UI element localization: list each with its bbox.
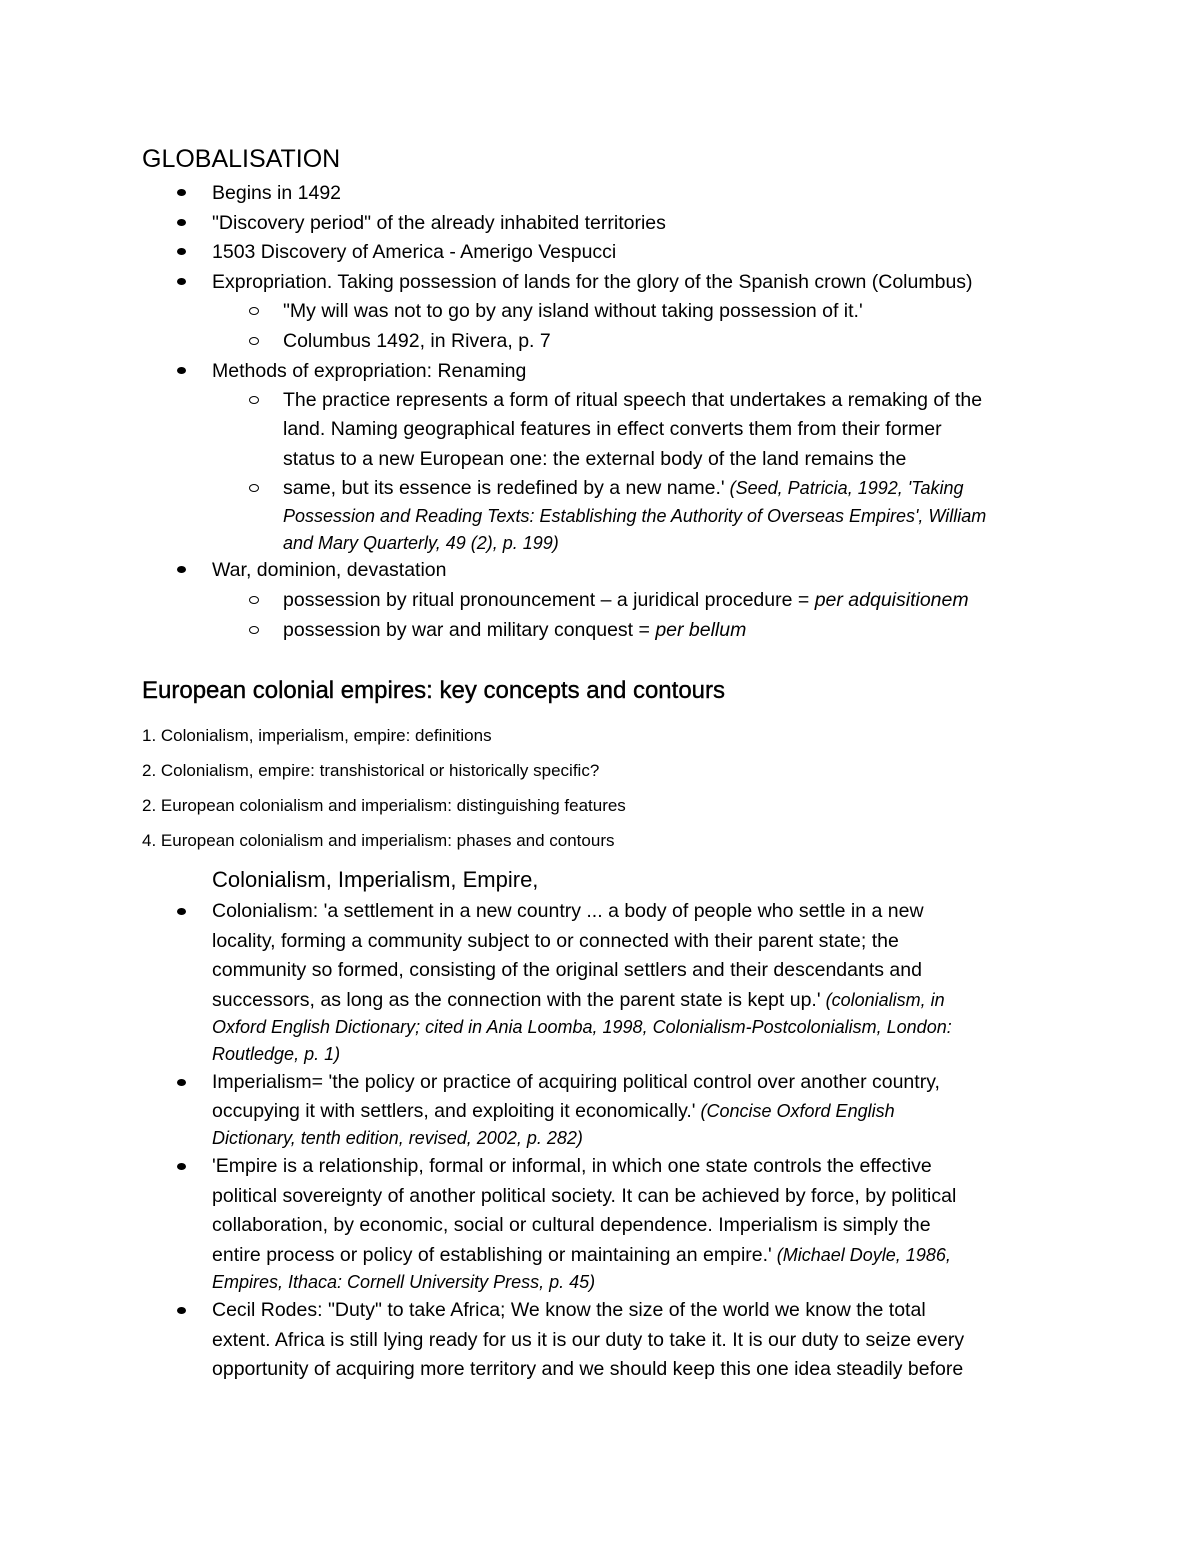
numbered-item: 2. European colonialism and imperialism: distinguishing features	[142, 796, 626, 815]
numbered-item: 2. Colonialism, empire: transhistorical or historically specific?	[142, 761, 600, 780]
citation: (Seed, Patricia, 1992, 'Taking	[724, 478, 964, 498]
sub-list-item: possession by ritual pronouncement – a juridical procedure = per adquisitionem	[283, 589, 969, 611]
bullet-icon	[177, 248, 186, 255]
numbered-item: 1. Colonialism, imperialism, empire: definitions	[142, 726, 492, 745]
sub-bullet-icon	[249, 484, 259, 492]
definition-line: locality, forming a community subject to or connected with their parent state; the	[212, 930, 899, 952]
bullet-icon	[177, 1307, 186, 1314]
definition-line: Imperialism= 'the policy or practice of acquiring political control over another country,	[212, 1071, 940, 1093]
definition-line: collaboration, by economic, social or cultural dependence. Imperialism is simply the	[212, 1214, 931, 1236]
sub-bullet-icon	[249, 307, 259, 315]
citation-line: Possession and Reading Texts: Establishing the Authority of Overseas Empires', William	[283, 506, 987, 526]
definition-line: Cecil Rodes: "Duty" to take Africa; We know the size of the world we know the total	[212, 1299, 926, 1321]
definition-line: entire process or policy of establishing or maintaining an empire.' (Michael Doyle, 1986,	[212, 1244, 951, 1266]
sub-bullet-icon	[249, 626, 259, 634]
definition-line: opportunity of acquiring more territory and we should keep this one idea steadily before	[212, 1358, 964, 1380]
sub-list-item-line: same, but its essence is redefined by a new name.' (Seed, Patricia, 1992, 'Taking	[283, 477, 964, 499]
sub-bullet-icon	[249, 396, 259, 404]
citation-line: Dictionary, tenth edition, revised, 2002, p. 282)	[212, 1128, 583, 1148]
definition-line: Colonialism: 'a settlement in a new country ... a body of people who settle in a new	[212, 900, 924, 922]
numbered-item: 4. European colonialism and imperialism: phases and contours	[142, 831, 615, 850]
bullet-icon	[177, 367, 186, 374]
citation-line: and Mary Quarterly, 49 (2), p. 199)	[283, 533, 559, 553]
definition-line: community so formed, consisting of the original settlers and their descendants and	[212, 959, 922, 981]
bullet-icon	[177, 189, 186, 196]
citation-line: Routledge, p. 1)	[212, 1044, 341, 1064]
sub-list-item-line: land. Naming geographical features in effect converts them from their former	[283, 418, 942, 440]
definition-line: extent. Africa is still lying ready for us it is our duty to take it. It is our duty to seize every	[212, 1329, 965, 1351]
sub-bullet-icon	[249, 596, 259, 604]
definition-line: occupying it with settlers, and exploiting it economically.' (Concise Oxford English	[212, 1100, 895, 1122]
bullet-icon	[177, 278, 186, 285]
sub-list-item-line: status to a new European one: the external body of the land remains the	[283, 448, 907, 470]
sub-list-item: Columbus 1492, in Rivera, p. 7	[283, 330, 551, 352]
bullet-icon	[177, 566, 186, 573]
list-item: Expropriation. Taking possession of lands for the glory of the Spanish crown (Columbus)	[212, 271, 973, 293]
bullet-icon	[177, 1163, 186, 1170]
sub-bullet-icon	[249, 337, 259, 345]
bullet-icon	[177, 1079, 186, 1086]
section-title-colonial-empires: European colonial empires: key concepts and contours	[142, 677, 726, 704]
bullet-icon	[177, 908, 186, 915]
section-title-globalisation: GLOBALISATION	[142, 145, 341, 173]
citation-line: Empires, Ithaca: Cornell University Press, p. 45)	[212, 1272, 596, 1292]
list-item: Begins in 1492	[212, 182, 342, 204]
definition-line: successors, as long as the connection with the parent state is kept up.' (colonialism, in	[212, 989, 945, 1011]
sub-list-item: "My will was not to go by any island without taking possession of it.'	[283, 300, 863, 322]
list-item: 1503 Discovery of America - Amerigo Vespucci	[212, 241, 617, 263]
list-item-renaming: Methods of expropriation: Renaming	[212, 360, 527, 382]
definition-line: 'Empire is a relationship, formal or informal, in which one state controls the effective	[212, 1155, 932, 1177]
subheading: Colonialism, Imperialism, Empire,	[212, 867, 539, 892]
sub-list-item: possession by war and military conquest = per bellum	[283, 619, 747, 641]
sub-list-item-line: The practice represents a form of ritual speech that undertakes a remaking of the	[283, 389, 983, 411]
bullet-icon	[177, 219, 186, 226]
definition-line: political sovereignty of another political society. It can be achieved by force, by political	[212, 1185, 957, 1207]
citation-line: Oxford English Dictionary; cited in Ania Loomba, 1998, Colonialism-Postcolonialism, London:	[212, 1017, 952, 1037]
list-item: "Discovery period" of the already inhabited territories	[212, 212, 666, 234]
list-item-war: War, dominion, devastation	[212, 559, 447, 581]
